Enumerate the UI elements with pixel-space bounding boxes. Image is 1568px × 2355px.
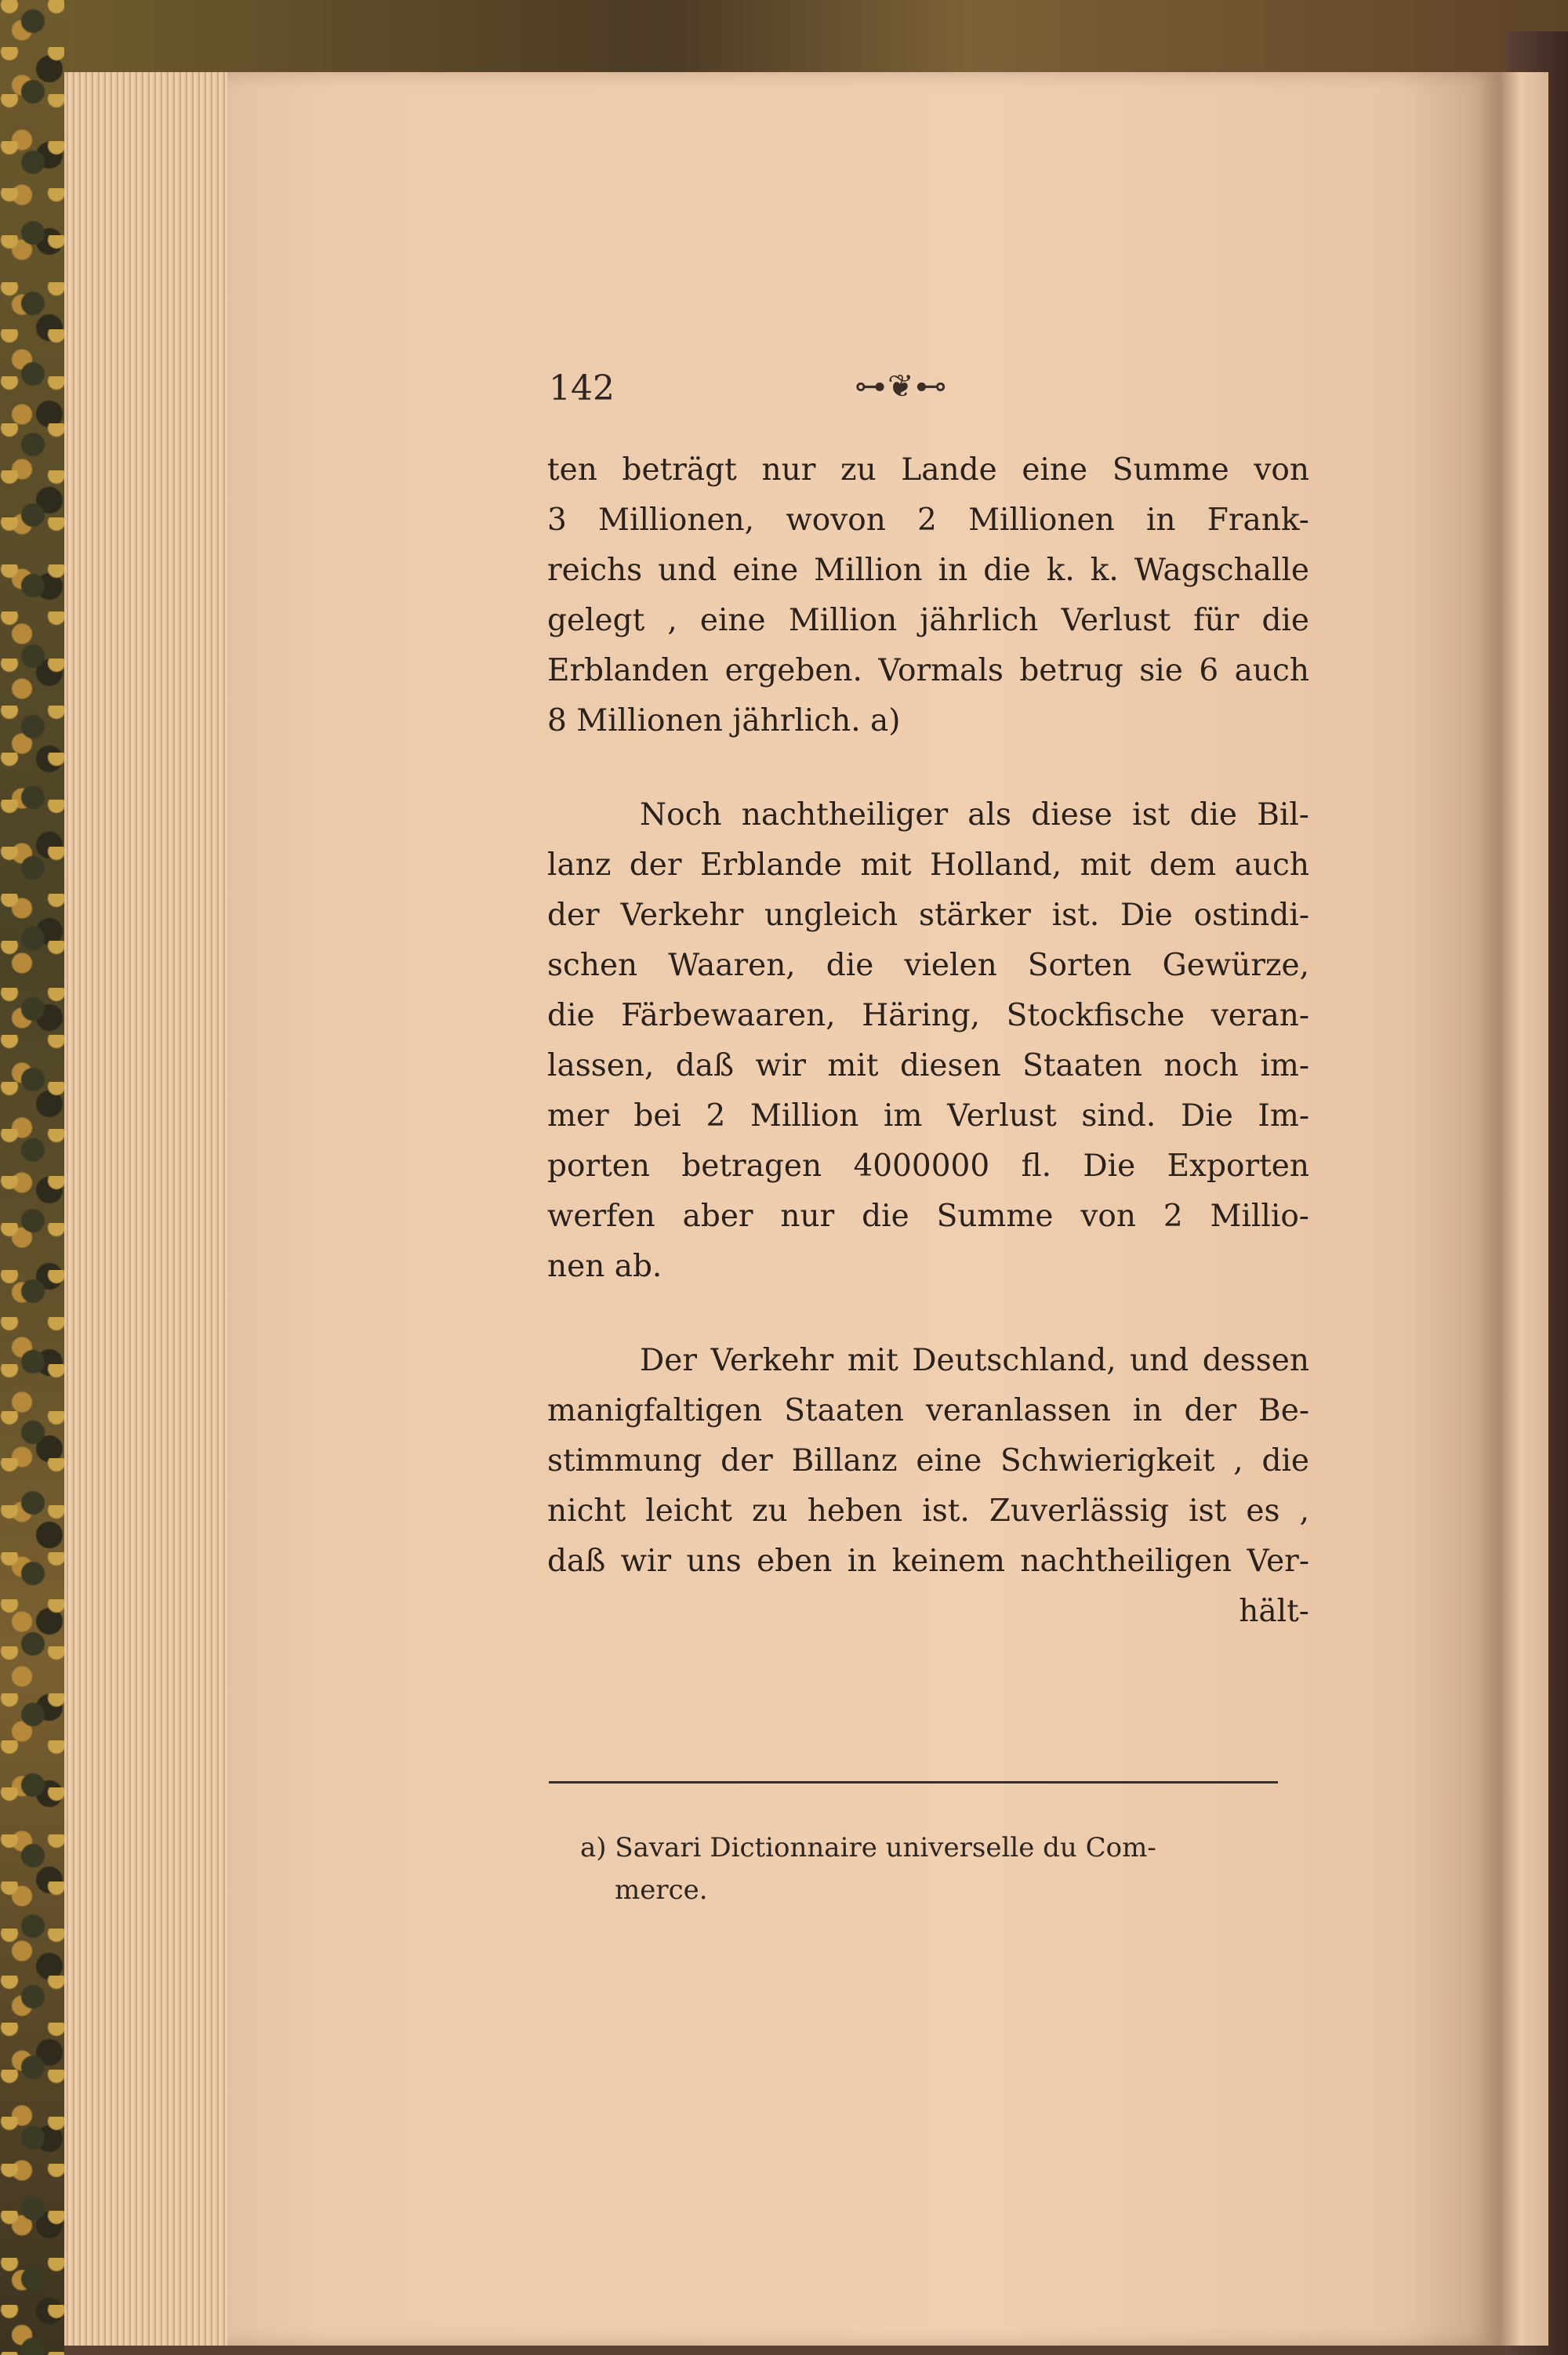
text-line: reichs und eine Million in die k. k. Wagschalle bbox=[547, 553, 1309, 588]
page-block-edges bbox=[64, 72, 230, 2346]
paragraph bbox=[547, 790, 1309, 1292]
text-line: Noch nachtheiliger als diese ist die Bil- bbox=[640, 797, 1309, 833]
footnote-line: a) Savari Dictionnaire universelle du Com- bbox=[580, 1832, 1156, 1863]
text-line: Erblanden ergeben. Vormals betrug sie 6 auch bbox=[547, 653, 1309, 688]
text-line: 8 Millionen jährlich. a) bbox=[547, 703, 901, 738]
cover-board-top bbox=[64, 0, 1568, 75]
text-line: nen ab. bbox=[547, 1249, 662, 1284]
text-line: gelegt , eine Million jährlich Verlust für die bbox=[547, 603, 1309, 638]
text-line: der Verkehr ungleich stärker ist. Die ostindi- bbox=[547, 898, 1309, 933]
text-line: schen Waaren, die vielen Sorten Gewürze, bbox=[547, 948, 1309, 983]
footnote bbox=[580, 1827, 1309, 1911]
catchword: hält- bbox=[1239, 1594, 1309, 1629]
text-line: lassen, daß wir mit diesen Staaten noch im- bbox=[547, 1048, 1309, 1083]
footnote-line: merce. bbox=[615, 1874, 708, 1906]
text-line: nicht leicht zu heben ist. Zuverlässig ist es , bbox=[547, 1493, 1309, 1529]
text-line: manigfaltigen Staaten veranlassen in der Be- bbox=[547, 1393, 1309, 1428]
header-ornament: ⊶❦⊷ bbox=[855, 368, 949, 405]
body-text bbox=[547, 445, 1309, 1637]
marbled-cover-board bbox=[0, 0, 64, 2355]
text-line: die Färbewaaren, Häring, Stockfische veran- bbox=[547, 998, 1309, 1033]
text-line: 3 Millionen, wovon 2 Millionen in Frank- bbox=[547, 503, 1309, 538]
footnote-rule bbox=[549, 1781, 1278, 1783]
text-line: ten beträgt nur zu Lande eine Summe von bbox=[547, 452, 1309, 488]
text-line: stimmung der Billanz eine Schwierigkeit , die bbox=[547, 1443, 1309, 1479]
page-header bbox=[549, 368, 1317, 415]
paragraph bbox=[547, 1336, 1309, 1587]
facing-page-edge bbox=[1501, 72, 1548, 2346]
paragraph bbox=[547, 445, 1309, 746]
page-number: 142 bbox=[549, 368, 615, 408]
text-line: Der Verkehr mit Deutschland, und dessen bbox=[640, 1343, 1309, 1378]
text-line: lanz der Erblande mit Holland, mit dem auch bbox=[547, 847, 1309, 883]
text-line: mer bei 2 Million im Verlust sind. Die Im- bbox=[547, 1098, 1309, 1134]
text-line: porten betragen 4000000 fl. Die Exporten bbox=[547, 1148, 1309, 1184]
text-line: daß wir uns eben in keinem nachtheiligen Ver- bbox=[547, 1544, 1309, 1579]
text-line: werfen aber nur die Summe von 2 Millio- bbox=[547, 1199, 1309, 1234]
